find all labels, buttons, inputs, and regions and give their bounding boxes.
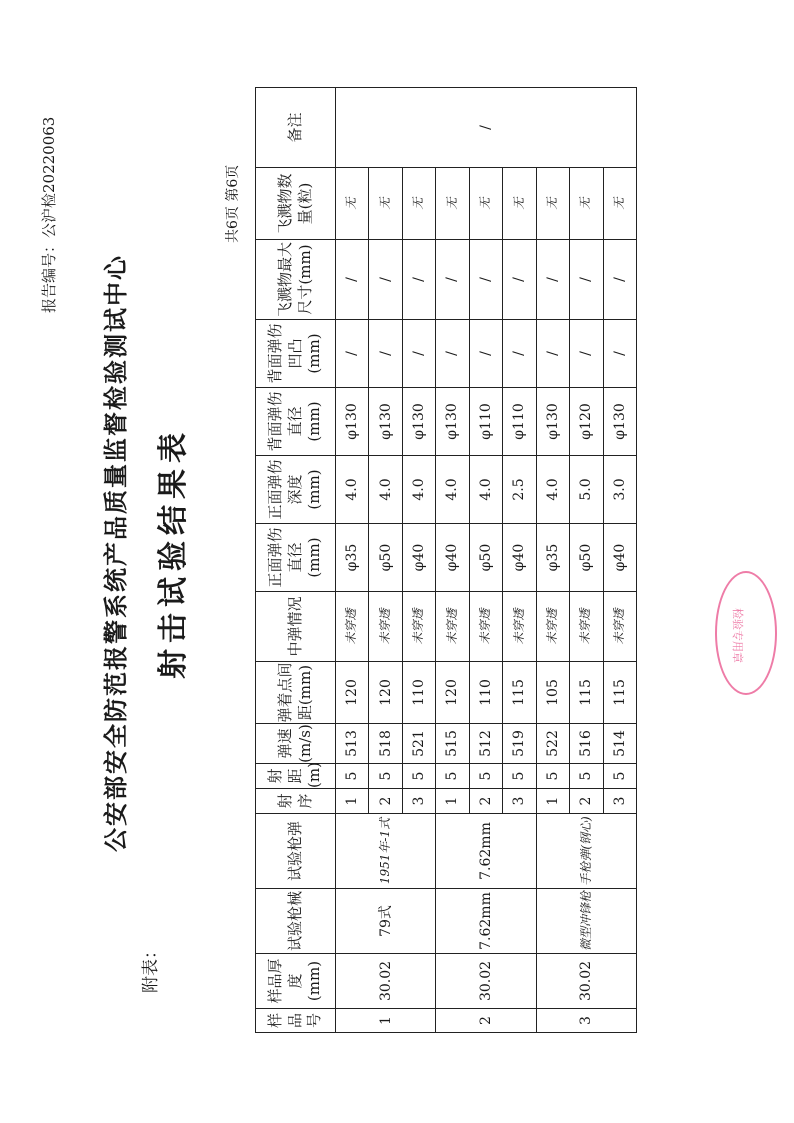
back-diameter-cell: φ130: [603, 388, 637, 456]
fragment-count-cell: 无: [436, 168, 469, 240]
front-diameter-cell: φ40: [402, 524, 435, 592]
velocity-cell: 514: [603, 724, 637, 764]
col-weapon: 试验枪械: [256, 889, 336, 954]
col-sample-no: 样品号: [256, 1009, 336, 1033]
col-back-bulge: 背面弹伤凹凸(mm): [256, 320, 336, 388]
organization-name: 公安部安全防范报警系统产品质量监督检验测试中心: [101, 254, 130, 852]
velocity-cell: 515: [436, 724, 469, 764]
table-row: [336, 88, 369, 1033]
back-diameter-cell: φ110: [503, 388, 536, 456]
fragment-size-cell: /: [536, 240, 569, 320]
fragment-size-cell: /: [469, 240, 502, 320]
spacing-cell: 115: [603, 662, 637, 724]
back-bulge-cell: /: [603, 320, 637, 388]
penetration-cell: 未穿透: [503, 592, 536, 662]
shot-cell: 3: [603, 789, 637, 814]
thickness-cell: 30.02: [436, 954, 536, 1009]
fragment-size-cell: /: [402, 240, 435, 320]
velocity-cell: 513: [336, 724, 369, 764]
fragment-count-cell: 无: [570, 168, 603, 240]
fragment-count-cell: 无: [536, 168, 569, 240]
col-fragment-count: 飞溅物数量(粒): [256, 168, 336, 240]
back-diameter-cell: φ130: [536, 388, 569, 456]
shot-cell: 3: [402, 789, 435, 814]
weapon-cell: 79式: [336, 889, 436, 954]
back-bulge-cell: /: [436, 320, 469, 388]
back-bulge-cell: /: [570, 320, 603, 388]
back-diameter-cell: φ120: [570, 388, 603, 456]
distance-cell: 5: [536, 764, 569, 789]
shot-cell: 2: [369, 789, 402, 814]
front-diameter-cell: φ40: [603, 524, 637, 592]
back-diameter-cell: φ110: [469, 388, 502, 456]
col-front-depth: 正面弹伤深度(mm): [256, 456, 336, 524]
front-depth-cell: 4.0: [536, 456, 569, 524]
distance-cell: 5: [436, 764, 469, 789]
velocity-cell: 519: [503, 724, 536, 764]
distance-cell: 5: [570, 764, 603, 789]
back-bulge-cell: /: [503, 320, 536, 388]
col-remark: 备注: [256, 88, 336, 168]
table-header-row: [256, 88, 336, 1033]
penetration-cell: 未穿透: [336, 592, 369, 662]
fragment-size-cell: /: [503, 240, 536, 320]
ammo-cell: 7.62mm: [436, 814, 536, 889]
back-bulge-cell: /: [536, 320, 569, 388]
back-diameter-cell: φ130: [369, 388, 402, 456]
weapon-cell: 7.62mm: [436, 889, 536, 954]
penetration-cell: 未穿透: [536, 592, 569, 662]
fragment-count-cell: 无: [336, 168, 369, 240]
front-depth-cell: 3.0: [603, 456, 637, 524]
velocity-cell: 512: [469, 724, 502, 764]
remark-cell: /: [336, 88, 637, 168]
front-diameter-cell: φ40: [436, 524, 469, 592]
page-indicator: 共6页 第6页: [225, 164, 241, 243]
back-bulge-cell: /: [469, 320, 502, 388]
shot-cell: 3: [503, 789, 536, 814]
col-penetration: 中弹情况: [256, 592, 336, 662]
fragment-size-cell: /: [336, 240, 369, 320]
distance-cell: 5: [336, 764, 369, 789]
distance-cell: 5: [603, 764, 637, 789]
fragment-count-cell: 无: [402, 168, 435, 240]
stamp-text: 检验专用章: [731, 608, 744, 663]
table-row: [536, 88, 569, 1033]
spacing-cell: 120: [369, 662, 402, 724]
spacing-cell: 105: [536, 662, 569, 724]
velocity-cell: 521: [402, 724, 435, 764]
col-front-diameter: 正面弹伤直径(mm): [256, 524, 336, 592]
distance-cell: 5: [369, 764, 402, 789]
fragment-count-cell: 无: [369, 168, 402, 240]
col-spacing: 弹着点间距(mm): [256, 662, 336, 724]
back-bulge-cell: /: [402, 320, 435, 388]
fragment-size-cell: /: [603, 240, 637, 320]
shot-cell: 1: [336, 789, 369, 814]
col-back-diameter: 背面弹伤直径(mm): [256, 388, 336, 456]
fragment-count-cell: 无: [503, 168, 536, 240]
col-fragment-size: 飞溅物最大尺寸(mm): [256, 240, 336, 320]
front-diameter-cell: φ35: [536, 524, 569, 592]
official-stamp: [715, 571, 777, 695]
shot-cell: 1: [536, 789, 569, 814]
penetration-cell: 未穿透: [603, 592, 637, 662]
velocity-cell: 518: [369, 724, 402, 764]
back-bulge-cell: /: [336, 320, 369, 388]
front-depth-cell: 4.0: [336, 456, 369, 524]
table-row: [436, 88, 469, 1033]
penetration-cell: 未穿透: [369, 592, 402, 662]
page-title: 射击试验结果表: [156, 427, 191, 679]
back-diameter-cell: φ130: [336, 388, 369, 456]
ammo-cell: 手枪弹(钢心): [536, 814, 636, 889]
front-depth-cell: 4.0: [402, 456, 435, 524]
spacing-cell: 115: [570, 662, 603, 724]
distance-cell: 5: [469, 764, 502, 789]
sample-no-cell: 1: [336, 1009, 436, 1033]
front-diameter-cell: φ50: [570, 524, 603, 592]
front-depth-cell: 4.0: [436, 456, 469, 524]
spacing-cell: 115: [503, 662, 536, 724]
distance-cell: 5: [503, 764, 536, 789]
attachment-label: 附表：: [141, 942, 161, 993]
velocity-cell: 522: [536, 724, 569, 764]
spacing-cell: 110: [469, 662, 502, 724]
shot-cell: 1: [436, 789, 469, 814]
col-thickness: 样品厚度(mm): [256, 954, 336, 1009]
penetration-cell: 未穿透: [436, 592, 469, 662]
front-diameter-cell: φ50: [469, 524, 502, 592]
fragment-count-cell: 无: [603, 168, 637, 240]
back-bulge-cell: /: [369, 320, 402, 388]
col-shot-no: 射序: [256, 789, 336, 814]
thickness-cell: 30.02: [536, 954, 636, 1009]
spacing-cell: 120: [336, 662, 369, 724]
penetration-cell: 未穿透: [402, 592, 435, 662]
front-depth-cell: 4.0: [369, 456, 402, 524]
report-number: 报告编号：公沪检20220063: [40, 116, 58, 313]
spacing-cell: 110: [402, 662, 435, 724]
sample-no-cell: 2: [436, 1009, 536, 1033]
weapon-cell: 微型冲锋枪: [536, 889, 636, 954]
penetration-cell: 未穿透: [570, 592, 603, 662]
spacing-cell: 120: [436, 662, 469, 724]
distance-cell: 5: [402, 764, 435, 789]
front-diameter-cell: φ35: [336, 524, 369, 592]
fragment-size-cell: /: [369, 240, 402, 320]
sample-no-cell: 3: [536, 1009, 636, 1033]
front-depth-cell: 2.5: [503, 456, 536, 524]
shot-cell: 2: [570, 789, 603, 814]
back-diameter-cell: φ130: [436, 388, 469, 456]
front-depth-cell: 4.0: [469, 456, 502, 524]
results-table: [255, 87, 637, 1033]
shot-cell: 2: [469, 789, 502, 814]
col-velocity: 弹速(m/s): [256, 724, 336, 764]
penetration-cell: 未穿透: [469, 592, 502, 662]
velocity-cell: 516: [570, 724, 603, 764]
fragment-size-cell: /: [436, 240, 469, 320]
fragment-size-cell: /: [570, 240, 603, 320]
fragment-count-cell: 无: [469, 168, 502, 240]
front-diameter-cell: φ50: [369, 524, 402, 592]
thickness-cell: 30.02: [336, 954, 436, 1009]
col-distance: 射距(m): [256, 764, 336, 789]
col-ammo: 试验枪弹: [256, 814, 336, 889]
ammo-cell: 1951年-1式: [336, 814, 436, 889]
front-depth-cell: 5.0: [570, 456, 603, 524]
back-diameter-cell: φ130: [402, 388, 435, 456]
front-diameter-cell: φ40: [503, 524, 536, 592]
